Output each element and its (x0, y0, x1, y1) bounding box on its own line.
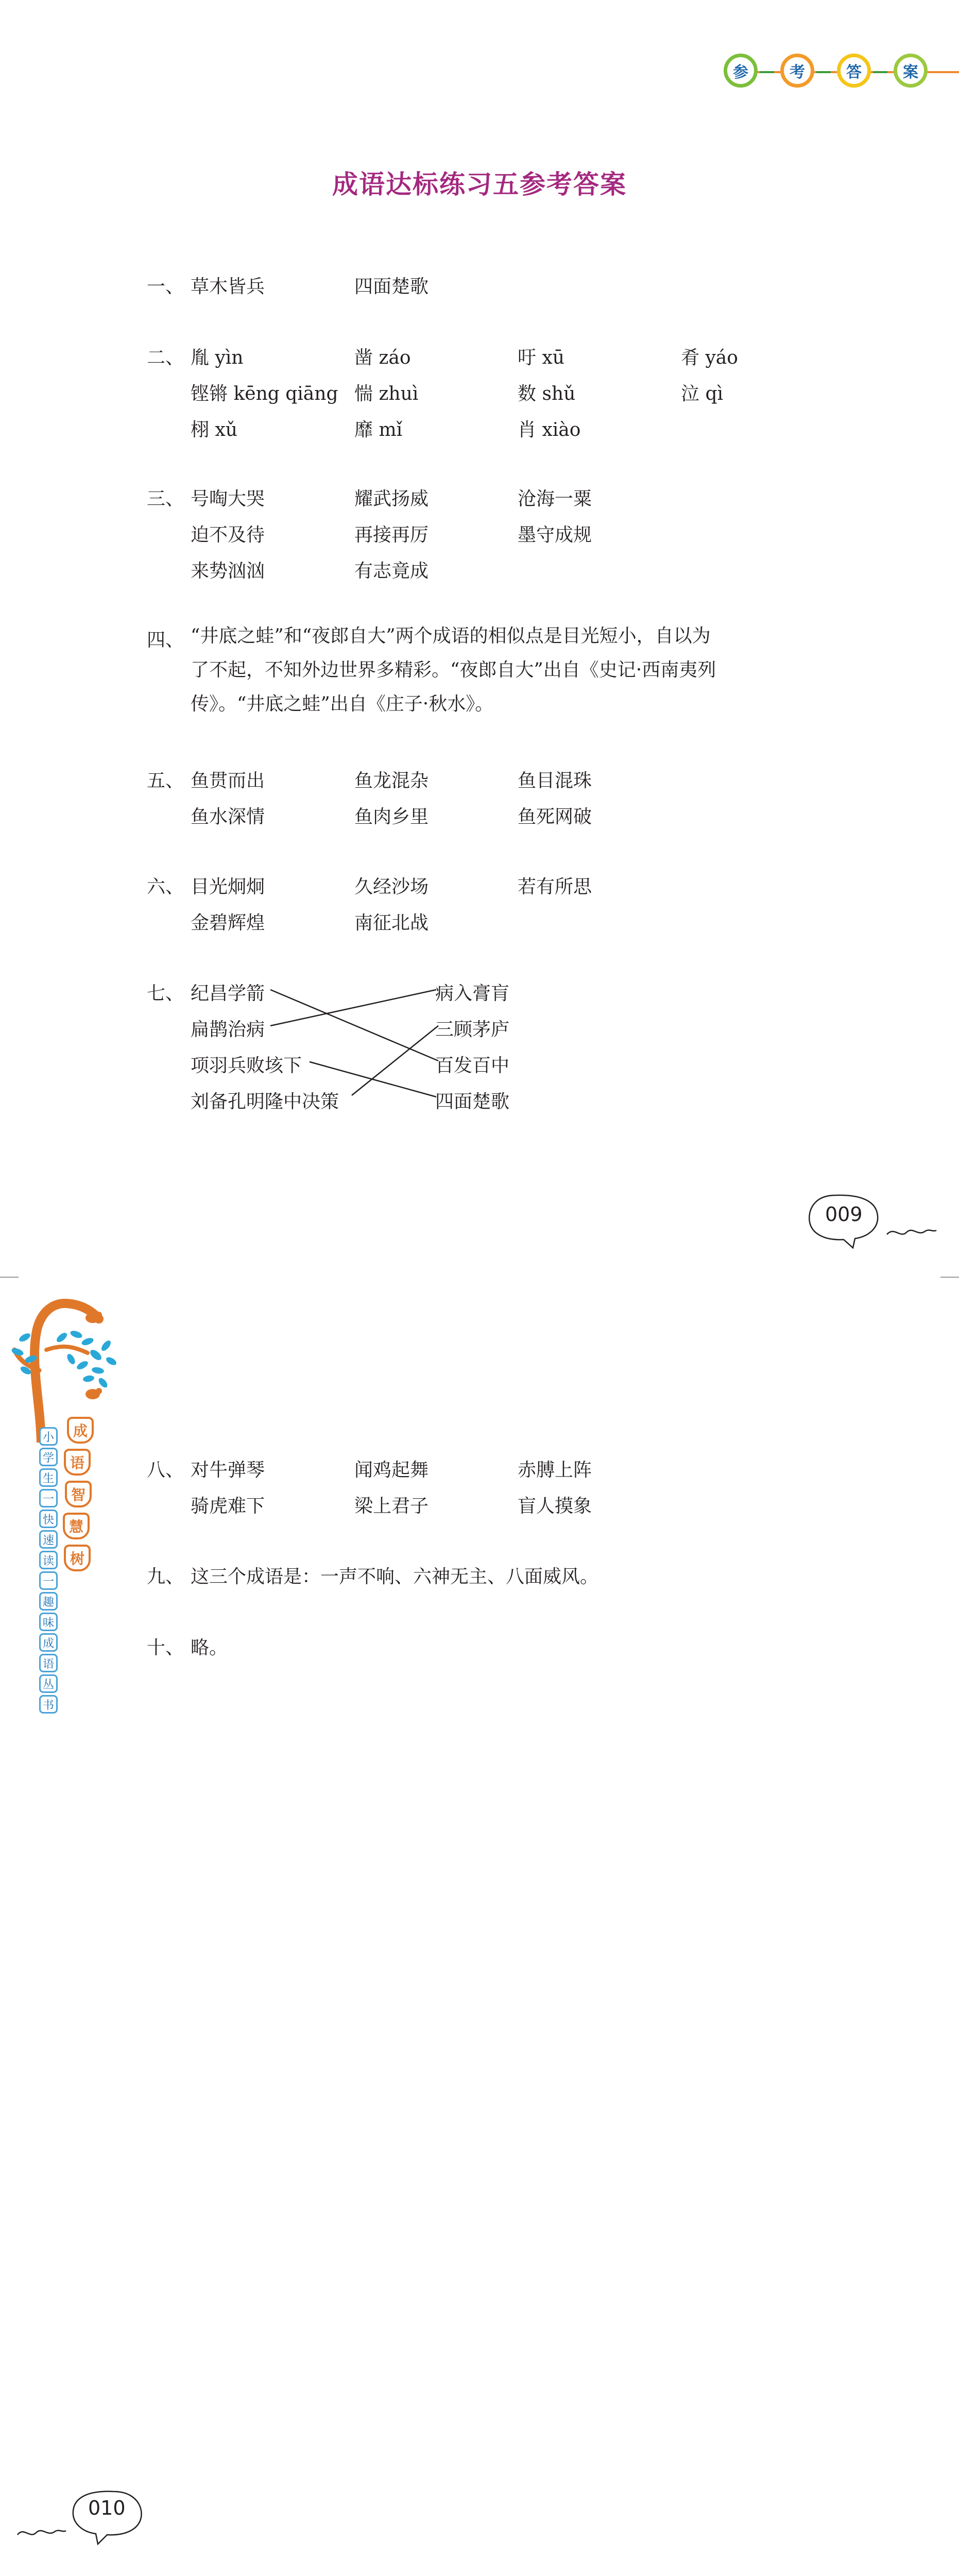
match-left-item: 刘备孔明隆中决策 (191, 1091, 339, 1112)
answer-item: 肖 xiào (518, 419, 581, 440)
answer-key-badges (724, 52, 959, 93)
answer-item: 吁 xū (518, 347, 564, 368)
tree-title-char: 智 (65, 1481, 92, 1507)
bird-icon (85, 1388, 102, 1399)
answer-item: 来势汹汹 (191, 561, 265, 582)
question-number: 一、 (147, 276, 184, 297)
page-number-bubble (15, 2483, 155, 2550)
badge-da: 答 (837, 54, 871, 88)
answer-item: 鱼龙混杂 (354, 770, 429, 791)
answer-item: 四面楚歌 (354, 276, 429, 297)
question-number: 八、 (147, 1460, 184, 1481)
answer-item: 若有所思 (518, 876, 592, 897)
question-number: 六、 (147, 876, 184, 897)
page-010 (0, 1288, 959, 2576)
series-title-char: 快 (39, 1510, 58, 1528)
answer-item: 靡 mǐ (354, 419, 403, 440)
match-line (310, 1062, 436, 1097)
answer-item: 鱼死网破 (518, 806, 592, 827)
series-title-char: 趣 (39, 1592, 58, 1611)
series-title-char: 语 (39, 1654, 58, 1672)
series-title-char: 生 (39, 1468, 58, 1487)
badge-dash (873, 71, 887, 73)
series-title-char: 速 (39, 1530, 58, 1549)
answer-item: 赤膊上阵 (518, 1460, 592, 1481)
series-title-char: 小 (39, 1427, 58, 1446)
answer-item: 墨守成规 (518, 524, 592, 546)
badge-dash (816, 71, 831, 73)
series-title-char: 一 (39, 1489, 58, 1507)
page-number: 009 (825, 1203, 863, 1226)
answer-item: 金碧辉煌 (191, 912, 265, 934)
answer-item: 有志竟成 (354, 561, 429, 582)
answer-paragraph (191, 619, 860, 721)
answer-item: 数 shǔ (518, 383, 576, 404)
answer-item: 鱼贯而出 (191, 770, 265, 791)
answer-item: 号啕大哭 (191, 488, 265, 510)
series-title-char: 学 (39, 1448, 58, 1466)
question-number: 三、 (147, 488, 184, 510)
tree-title-char: 树 (64, 1545, 91, 1571)
badge-an: 案 (894, 54, 928, 88)
match-line (270, 990, 436, 1026)
answer-text: 略。 (191, 1637, 228, 1658)
answer-item: 久经沙场 (354, 876, 429, 897)
answer-item: 草木皆兵 (191, 276, 265, 297)
match-right-item: 百发百中 (435, 1055, 510, 1076)
badge-dash (760, 71, 774, 73)
series-title-char: 一 (39, 1571, 58, 1590)
question-number: 九、 (147, 1566, 184, 1587)
match-line (270, 990, 438, 1061)
answer-item: 再接再厉 (354, 524, 429, 546)
badge-kao: 考 (780, 54, 814, 88)
match-lines (147, 979, 662, 1133)
series-title-char: 味 (39, 1613, 58, 1631)
crop-mark (0, 1277, 19, 1278)
answer-item: 对牛弹琴 (191, 1460, 265, 1481)
page-number: 010 (88, 2497, 126, 2519)
answer-item: 泣 qì (681, 383, 724, 404)
match-left-item: 项羽兵败垓下 (191, 1055, 302, 1076)
page-title: 成语达标练习五参考答案 (332, 170, 627, 199)
match-right-item: 四面楚歌 (435, 1091, 510, 1112)
question-number: 二、 (147, 347, 184, 368)
answer-item: 鱼水深情 (191, 806, 265, 827)
answer-item: 耀武扬威 (354, 488, 429, 510)
answer-item: 闻鸡起舞 (354, 1460, 429, 1481)
answer-text: 这三个成语是：一声不响、六神无主、八面威风。 (191, 1566, 599, 1587)
match-left-item: 纪昌学箭 (191, 983, 265, 1004)
tree-title-char: 成 (67, 1417, 94, 1444)
question-number: 四、 (147, 630, 184, 651)
series-title-char: 成 (39, 1633, 58, 1652)
answer-item: 目光炯炯 (191, 876, 265, 897)
answer-item: 惴 zhuì (354, 383, 419, 404)
question-number: 七、 (147, 983, 184, 1004)
answer-item: 肴 yáo (681, 347, 738, 368)
answer-item: 鱼目混珠 (518, 770, 592, 791)
answer-item: 南征北战 (354, 912, 429, 934)
badge-can: 参 (724, 54, 758, 88)
page-number-bubble (803, 1190, 937, 1252)
match-right-item: 三顾茅庐 (435, 1019, 510, 1040)
question-number: 五、 (147, 770, 184, 791)
series-title-char: 丛 (39, 1674, 58, 1693)
question-number: 十、 (147, 1637, 184, 1658)
tree-title-char: 慧 (63, 1513, 90, 1539)
tree-title-char: 语 (64, 1449, 91, 1476)
leaves (11, 1329, 118, 1389)
series-title-char: 读 (39, 1551, 58, 1569)
answer-item: 胤 yìn (191, 347, 244, 368)
answer-item: 骑虎难下 (191, 1496, 265, 1517)
series-title-char: 书 (39, 1695, 58, 1714)
answer-item: 铿锵 kēng qiāng (191, 383, 338, 404)
answer-item: 梁上君子 (354, 1496, 429, 1517)
answer-item: 迫不及待 (191, 524, 265, 546)
answer-item: 凿 záo (354, 347, 411, 368)
answer-item: 鱼肉乡里 (354, 806, 429, 827)
answer-item: 盲人摸象 (518, 1496, 592, 1517)
paragraph-line: “井底之蛙”和“夜郎自大”两个成语的相似点是目光短小，自以为 (191, 625, 711, 647)
idiom-wisdom-tree (10, 1288, 165, 1752)
paragraph-line: 传》。“井底之蛙”出自《庄子·秋水》。 (191, 693, 494, 715)
match-left-item: 扁鹊治病 (191, 1019, 265, 1040)
answer-item: 栩 xǔ (191, 419, 237, 440)
crop-mark (940, 1277, 959, 1278)
match-right-item: 病入膏肓 (435, 983, 510, 1004)
answer-item: 沧海一粟 (518, 488, 592, 510)
paragraph-line: 了不起，不知外边世界多精彩。“夜郎自大”出自《史记·西南夷列 (191, 659, 716, 681)
